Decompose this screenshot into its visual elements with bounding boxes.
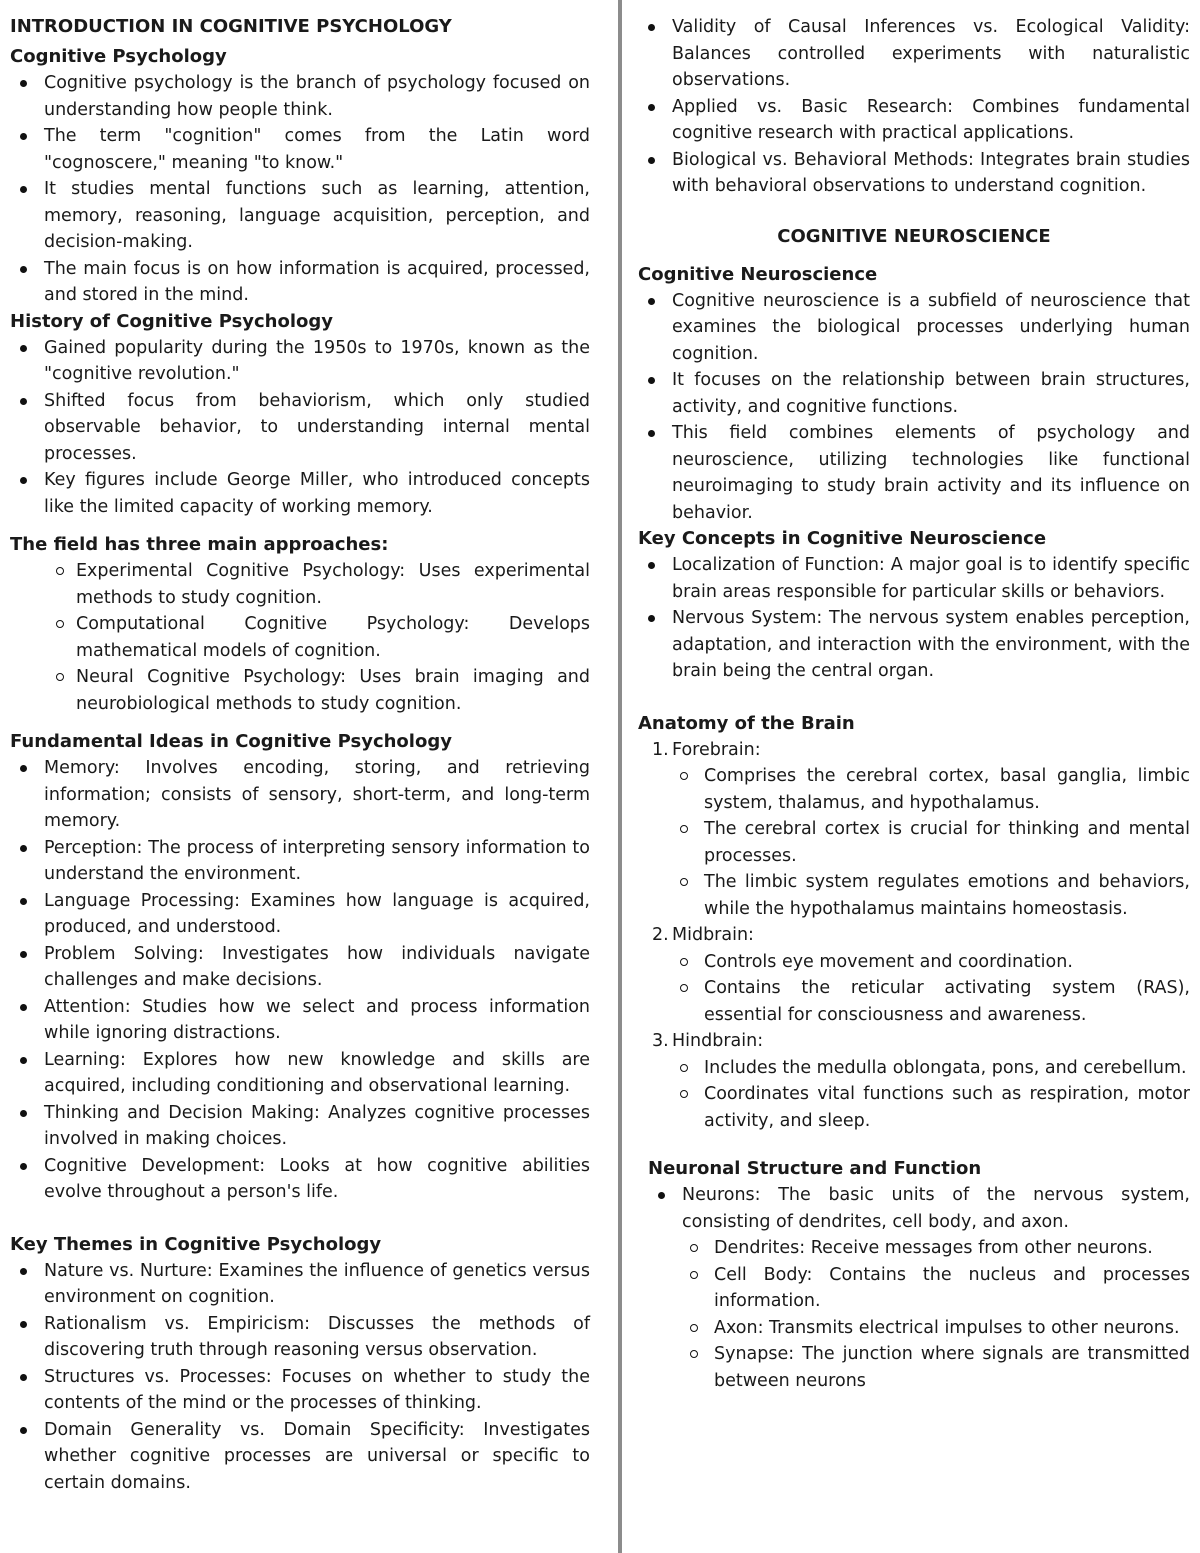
list-number: 2. — [652, 925, 669, 945]
key-themes-continued-list — [638, 14, 1190, 200]
section-title-cognitive-neuroscience: COGNITIVE NEUROSCIENCE — [777, 225, 1051, 247]
list-item: Coordinates vital functions such as respiration, motor activity, and sleep. — [638, 1081, 1190, 1134]
list-item: Attention: Studies how we select and process information while ignoring distractions. — [10, 994, 590, 1047]
list-item: The limbic system regulates emotions and behaviors, while the hypothalamus maintains homeostasis. — [638, 869, 1190, 922]
list-item: The term "cognition" comes from the Latin word "cognoscere," meaning "to know." — [10, 123, 590, 176]
neuronal-list — [638, 1182, 1190, 1394]
list-item: Localization of Function: A major goal is to identify specific brain areas responsible for particular skills or behaviors. — [638, 552, 1190, 605]
section-heading-cognitive-psychology: Cognitive Psychology — [10, 46, 227, 67]
list-item: Experimental Cognitive Psychology: Uses experimental methods to study cognition. — [10, 558, 590, 611]
cognitive-neuroscience-list — [638, 288, 1190, 527]
list-item: Neural Cognitive Psychology: Uses brain imaging and neurobiological methods to study cognition. — [10, 664, 590, 717]
fundamental-ideas-list — [10, 755, 590, 1206]
approaches-list — [10, 558, 590, 717]
list-item: Includes the medulla oblongata, pons, and cerebellum. — [638, 1055, 1190, 1082]
history-list — [10, 335, 590, 521]
section-heading-neuronal-structure: Neuronal Structure and Function — [648, 1158, 982, 1179]
list-number: 3. — [652, 1031, 669, 1051]
list-item: Cognitive neuroscience is a subfield of neuroscience that examines the biological processes underlying human cognition. — [638, 288, 1190, 368]
list-item: It focuses on the relationship between brain structures, activity, and cognitive functions. — [638, 367, 1190, 420]
list-item: Validity of Causal Inferences vs. Ecological Validity: Balances controlled experiments with naturalistic observations. — [638, 14, 1190, 94]
left-column — [10, 14, 590, 1496]
list-item: Thinking and Decision Making: Analyzes cognitive processes involved in making choices. — [10, 1100, 590, 1153]
section-heading-fundamental-ideas: Fundamental Ideas in Cognitive Psychology — [10, 731, 452, 752]
list-item: Language Processing: Examines how language is acquired, produced, and understood. — [10, 888, 590, 941]
anatomy-part-midbrain — [638, 922, 1190, 949]
section-heading-history: History of Cognitive Psychology — [10, 310, 334, 332]
list-item: Perception: The process of interpreting sensory information to understand the environment. — [10, 835, 590, 888]
list-item: Domain Generality vs. Domain Specificity: Investigates whether cognitive processes are universal or specific to certain domains. — [10, 1417, 590, 1497]
section-heading-key-themes: Key Themes in Cognitive Psychology — [10, 1233, 382, 1255]
part-label: Midbrain: — [672, 925, 754, 945]
list-item: Neurons: The basic units of the nervous system, consisting of dendrites, cell body, and axon. — [638, 1182, 1190, 1235]
cognitive-psychology-list — [10, 70, 590, 309]
list-item: Cell Body: Contains the nucleus and processes information. — [638, 1262, 1190, 1315]
list-item: Cognitive Development: Looks at how cognitive abilities evolve throughout a person's life. — [10, 1153, 590, 1206]
section-heading-cognitive-neuroscience: Cognitive Neuroscience — [638, 263, 878, 285]
list-item: Structures vs. Processes: Focuses on whether to study the contents of the mind or the processes of thinking. — [10, 1364, 590, 1417]
list-item: Shifted focus from behaviorism, which only studied observable behavior, to understanding internal mental processes. — [10, 388, 590, 468]
list-item: The main focus is on how information is acquired, processed, and stored in the mind. — [10, 256, 590, 309]
list-item: Biological vs. Behavioral Methods: Integrates brain studies with behavioral observations to understand cognition. — [638, 147, 1190, 200]
part-label: Forebrain: — [672, 739, 761, 760]
list-item: Problem Solving: Investigates how individuals navigate challenges and make decisions. — [10, 941, 590, 994]
list-item: Rationalism vs. Empiricism: Discusses the methods of discovering truth through reasoning versus observation. — [10, 1311, 590, 1364]
list-item: Controls eye movement and coordination. — [638, 949, 1190, 976]
document-title: INTRODUCTION IN COGNITIVE PSYCHOLOGY — [10, 16, 452, 37]
list-item: Synapse: The junction where signals are transmitted between neurons — [638, 1341, 1190, 1394]
anatomy-part-forebrain — [638, 737, 1190, 764]
section-heading-approaches: The field has three main approaches: — [10, 534, 389, 555]
right-column — [638, 14, 1190, 1394]
list-item: The cerebral cortex is crucial for thinking and mental processes. — [638, 816, 1190, 869]
list-item: It studies mental functions such as learning, attention, memory, reasoning, language acquisition, perception, and decision-making. — [10, 176, 590, 256]
list-item: Nature vs. Nurture: Examines the influence of genetics versus environment on cognition. — [10, 1258, 590, 1311]
list-item: Learning: Explores how new knowledge and skills are acquired, including conditioning and observational learning. — [10, 1047, 590, 1100]
list-item: Computational Cognitive Psychology: Develops mathematical models of cognition. — [10, 611, 590, 664]
list-item: Gained popularity during the 1950s to 1970s, known as the "cognitive revolution." — [10, 335, 590, 388]
anatomy-part-hindbrain — [638, 1028, 1190, 1055]
key-themes-list — [10, 1258, 590, 1497]
column-divider — [618, 0, 622, 1553]
list-item: This field combines elements of psychology and neuroscience, utilizing technologies like functional neuroimaging to study brain activity and its influence on behavior. — [638, 420, 1190, 526]
list-item: Cognitive psychology is the branch of psychology focused on understanding how people think. — [10, 70, 590, 123]
list-item: Axon: Transmits electrical impulses to other neurons. — [638, 1315, 1190, 1342]
list-item: Nervous System: The nervous system enables perception, adaptation, and interaction with the environment, with the brain being the central organ. — [638, 605, 1190, 685]
section-heading-anatomy: Anatomy of the Brain — [638, 712, 855, 734]
section-heading-key-concepts: Key Concepts in Cognitive Neuroscience — [638, 528, 1047, 549]
key-concepts-list — [638, 552, 1190, 685]
anatomy-list — [638, 737, 1190, 1135]
list-item: Dendrites: Receive messages from other neurons. — [638, 1235, 1190, 1262]
list-item: Comprises the cerebral cortex, basal ganglia, limbic system, thalamus, and hypothalamus. — [638, 763, 1190, 816]
list-item: Contains the reticular activating system (RAS), essential for consciousness and awareness. — [638, 975, 1190, 1028]
list-number: 1. — [652, 739, 669, 760]
list-item: Applied vs. Basic Research: Combines fundamental cognitive research with practical applications. — [638, 94, 1190, 147]
part-label: Hindbrain: — [672, 1031, 764, 1051]
list-item: Key figures include George Miller, who introduced concepts like the limited capacity of working memory. — [10, 467, 590, 520]
list-item: Memory: Involves encoding, storing, and retrieving information; consists of sensory, short-term, and long-term memory. — [10, 755, 590, 835]
